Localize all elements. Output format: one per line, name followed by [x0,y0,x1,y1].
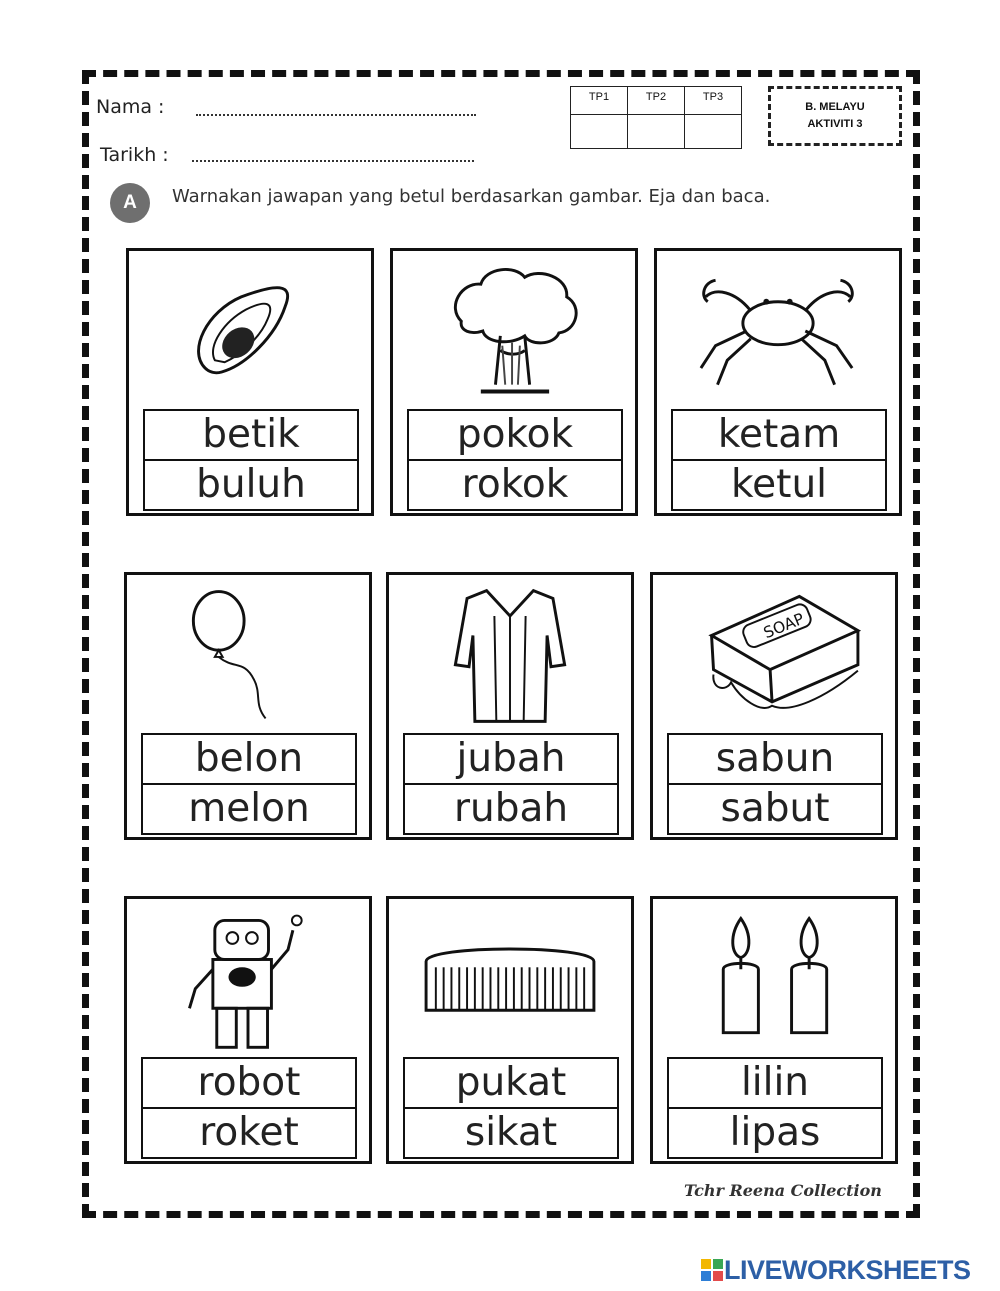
crab-icon [657,251,899,411]
tp3-header: TP3 [685,87,742,115]
options-box [143,409,359,511]
card-betik [126,248,374,516]
options-box [403,1057,619,1159]
option-roket[interactable]: roket [199,1110,299,1155]
tp2-cell[interactable] [628,115,685,149]
option-rokok[interactable]: rokok [461,462,569,507]
comb-icon [389,899,631,1059]
subject-box [768,86,902,146]
card-lilin [650,896,898,1164]
soap-icon [653,575,895,735]
robot-icon [127,899,369,1059]
card-belon [124,572,372,840]
name-line[interactable] [196,114,476,116]
credit-text: Tchr Reena Collection [684,1181,882,1200]
options-box [667,733,883,835]
option-lipas[interactable]: lipas [729,1110,821,1155]
option-lilin[interactable]: lilin [669,1059,881,1109]
card-robot [124,896,372,1164]
brand-text: LIVEWORKSHEETS [724,1254,971,1285]
tp3-cell[interactable] [685,115,742,149]
card-ketam [654,248,902,516]
tree-icon [393,251,635,411]
tp2-header: TP2 [628,87,685,115]
options-box [671,409,887,511]
options-box [141,733,357,835]
instruction-text: Warnakan jawapan yang betul berdasarkan gambar. Eja dan baca. [172,186,771,207]
candles-icon [653,899,895,1059]
section-badge: A [110,183,150,223]
activity-title: AKTIVITI 3 [807,118,863,130]
liveworksheets-logo[interactable] [700,1255,971,1285]
card-sikat [386,896,634,1164]
options-box [407,409,623,511]
option-sabun[interactable]: sabun [669,735,881,785]
option-robot[interactable]: robot [143,1059,355,1109]
option-betik[interactable]: betik [145,411,357,461]
tp1-header: TP1 [571,87,628,115]
option-jubah[interactable]: jubah [405,735,617,785]
option-sikat[interactable]: sikat [464,1110,558,1155]
option-pokok[interactable]: pokok [409,411,621,461]
balloon-icon [127,575,369,735]
options-box [141,1057,357,1159]
option-rubah[interactable]: rubah [453,786,569,831]
option-ketul[interactable]: ketul [730,462,828,507]
tp-table [570,86,742,149]
card-jubah [386,572,634,840]
option-sabut[interactable]: sabut [720,786,830,831]
liveworksheets-icon [700,1258,724,1282]
date-line[interactable] [192,160,474,162]
options-box [403,733,619,835]
subject-title: B. MELAYU [805,101,865,113]
option-pukat[interactable]: pukat [405,1059,617,1109]
option-belon[interactable]: belon [143,735,355,785]
soap-label: SOAP [761,609,807,643]
card-pokok [390,248,638,516]
date-label: Tarikh : [100,144,169,166]
option-melon[interactable]: melon [188,786,310,831]
tp1-cell[interactable] [571,115,628,149]
name-label: Nama : [96,96,165,118]
option-buluh[interactable]: buluh [196,462,306,507]
robe-icon [389,575,631,735]
option-ketam[interactable]: ketam [673,411,885,461]
card-sabun [650,572,898,840]
options-box [667,1057,883,1159]
papaya-icon [129,251,371,411]
